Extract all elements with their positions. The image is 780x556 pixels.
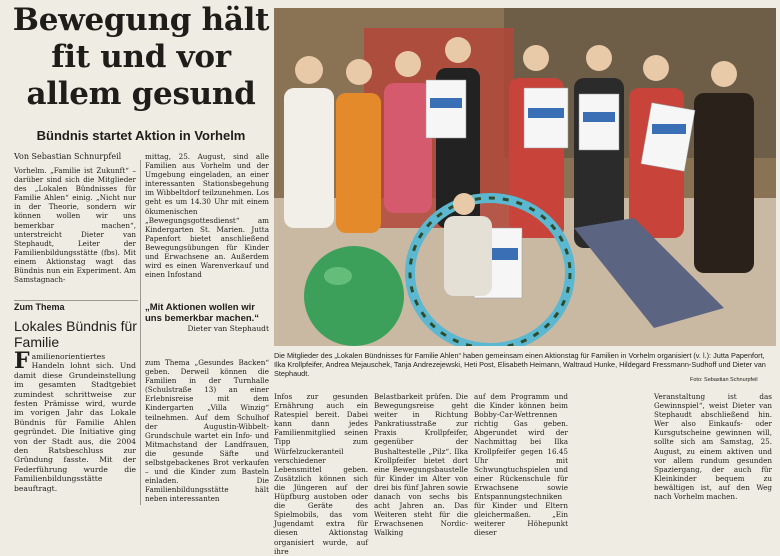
article-text-col7: Veranstaltung ist das Gewinnspiel“, weist Dieter van Stephaudt abschließend hin. Wer also Einkaufs- oder Kursgutscheine gewinnen will, sollte sich am Samstag, 25. August, zu einem aktiven und vor allem rundum gesunden Spaziergang, der auch für Kleinkinder bequem zu bewältigen ist, auf den Weg nach Vorhelm machen. — [654, 392, 772, 502]
column-divider — [140, 300, 141, 505]
headline: Bewegung hält fit und vor allem gesund — [12, 2, 270, 112]
article-text-col4: Infos zur gesunden Ernährung auch ein Ratespiel bereit. Dabei kann dann jedes Familienmitglied seinen Tipp zum Würfelzuckeranteil verschiedener Lebensmittel geben. Zusätzlich können sich die Jüngeren auf der Hüpfburg austoben oder die Geräte des Spielmobils, das vom Jugendamt extra für diesen Aktionstag organisiert wurde, auf ihre — [274, 392, 368, 556]
article-column-5 — [374, 392, 468, 538]
sidebar-text: amilienorientiertes Handeln lohnt sich. Und damit diese Grundeinstellung im gesamten Stadtgebiet zumindest schrittweise zur festen Prämisse wird, wurde im vorigen Jahr das Lokale Bündnis für Familie Ahlen gegründet. Die Initiative ging von der Stadt aus, die 2004 den Ratsbeschluss zur Gründung fasste. Mit der Federführung wurde die Familienbildungsstätte beauftragt. — [14, 352, 136, 493]
byline: Von Sebastian Schnurpfeil — [14, 152, 122, 161]
pull-quote: „Mit Aktionen wollen wir uns bemerkbar machen.“ — [145, 302, 260, 324]
article-column-6 — [474, 392, 568, 538]
group-photo — [274, 8, 776, 346]
article-text-col1: Vorhelm. „Familie ist Zukunft“ – darüber sind sich die Mitglieder des „Lokalen Bündnisses für Familie Ahlen“ einig. „Nicht nur in der Theorie, sondern wir können wollen wir uns bemerkbar machen“, unterstreicht Dieter van Stephaudt, Leiter der Familienbildungsstätte (fbs). Mit einem Aktionstag wagt das Bündnis nun ein Experiment. Am Samstagnach- — [14, 166, 136, 285]
article-column-2 — [145, 152, 269, 279]
article-text-col5: Belastbarkeit prüfen. Die Bewegungsreise geht weiter in Richtung Pankratiusstraße zur Praxis Krollpfeifer, gegenüber der Bushaltestelle „Pilz“. Ilka Krollpfeifer bietet dort eine Bewegungsbaustelle für Kinder im Alter von drei bis fünf Jahren sowie danach von sechs bis acht Jahren an. Das Weiteren steht für die Erwachsenen Nordic-Walking — [374, 392, 468, 538]
sidebar-top-rule — [14, 300, 138, 301]
article-column-3 — [145, 358, 269, 504]
photo-credit: Foto: Sebastian Schnurpfeil — [690, 377, 758, 383]
pull-quote-author: Dieter van Stephaudt — [187, 324, 269, 333]
sidebar-title: Lokales Bündnis für Familie — [14, 318, 137, 350]
article-column-7 — [654, 392, 772, 501]
sidebar-label: Zum Thema — [14, 302, 65, 312]
sidebar-dropcap: F — [14, 348, 30, 374]
pull-quote-box — [145, 302, 269, 333]
group-photo-image — [274, 8, 776, 346]
photo-caption: Die Mitglieder des „Lokalen Bündnisses für Familie Ahlen“ haben gemeinsam einen Aktionstag für Familien in Vorhelm organisiert (v. l.): Jutta Papenfort, Ilka Krollpfeifer, Andrea Mejauschek, Tanja Andrezejewski, Heti Post, Elisabeth Heimann, Waltraud Hunke, Hildegard Fressmann-Sudhoff und Dieter van Stephaudt. — [274, 351, 766, 378]
article-text-col3: zum Thema „Gesundes Backen“ geben. Derweil können die Familien in der Turnhalle (Schulstraße 13) an einer Erlebnisreise mit dem Kindergarten „Villa Winzig“ teilnehmen. Auf dem Schulhof der Augustin-Wibbelt-Grundschule wartet ein Info- und Mitmachstand der Landfrauen, die gesunde Säfte und selbstgebackenes Brot verkaufen – und die Kinder zum Basteln einladen. Die Familienbildungsstätte hält neben interessanten — [145, 358, 269, 504]
column-divider — [140, 160, 141, 300]
sidebar-body — [14, 348, 136, 493]
article-column-1 — [14, 166, 136, 284]
subheadline: Bündnis startet Aktion in Vorhelm — [36, 128, 246, 143]
article-text-col2: mittag, 25. August, sind alle Familien aus Vorhelm und der Umgebung eingeladen, an einer interessanten Stationsbegehung im Wibbeltdorf teilzunehmen. Los geht es um 14.30 Uhr mit einem ökumenischen „Bewegungsgottesdienst“ am Kindergarten St. Marien. Jutta Papenfort bietet anschließend Bewegungsübungen für Kinder und Erwachsene an. Außerdem wird es einen Warenverkauf und einen Infostand — [145, 152, 269, 280]
article-column-4 — [274, 392, 368, 556]
article-text-col6: auf dem Programm und die Kinder können beim Bobby-Car-Wettrennen richtig Gas geben. Abgerundet wird der Nachmittag bei Ilka Krollpfeifer gegen 16.45 Uhr mit Schwungtuchspielen und einer Rückenschule für Erwachsene sowie Entspannungstechniken für Kinder und Eltern gleichermaßen. „Ein weiterer Höhepunkt dieser — [474, 392, 568, 538]
